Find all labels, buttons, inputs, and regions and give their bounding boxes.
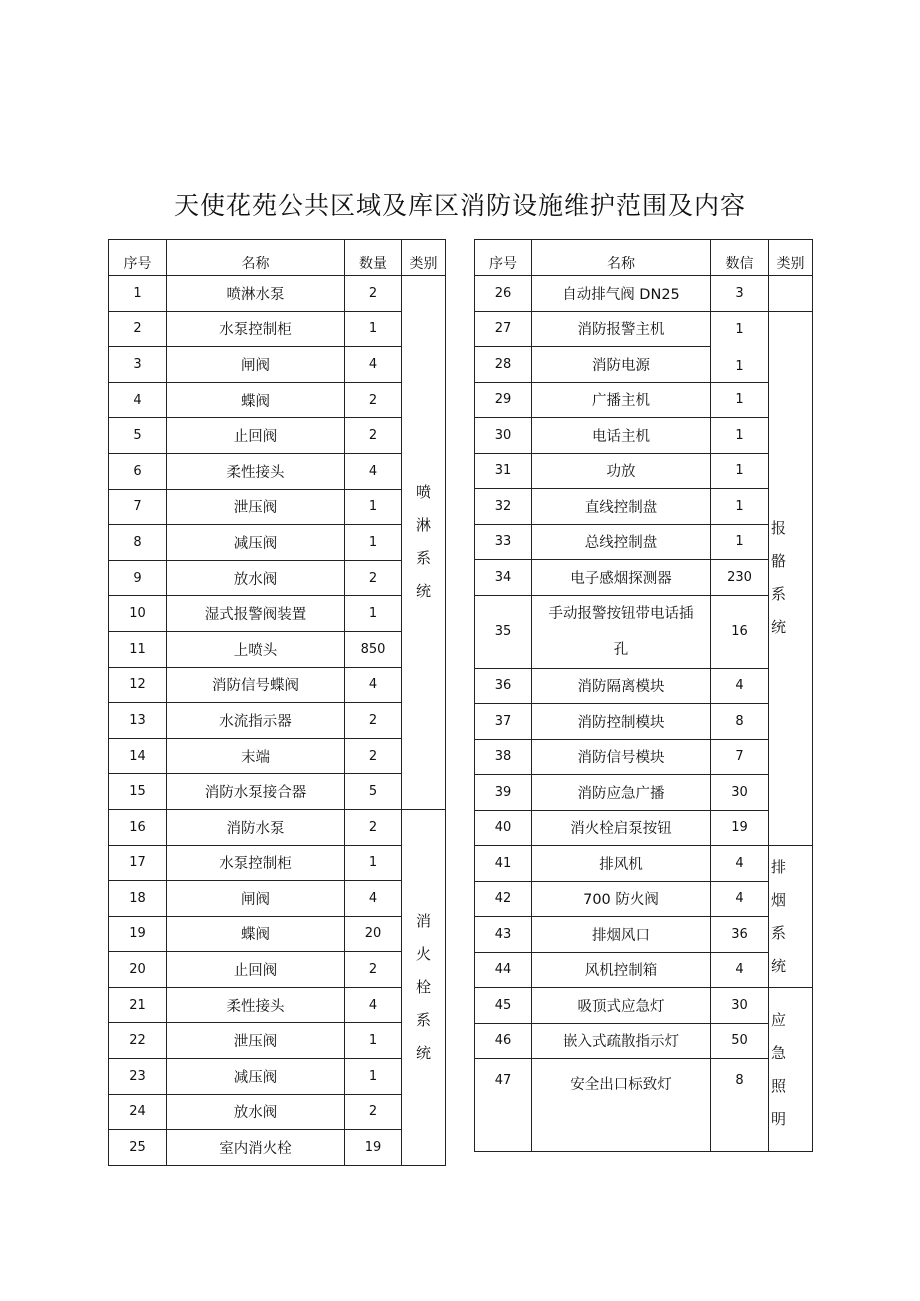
table-row	[475, 952, 813, 988]
row-name: 消防水泵	[167, 809, 345, 845]
row-name: 消防控制模块	[532, 704, 711, 740]
table-row	[475, 489, 813, 525]
table-row	[109, 1059, 446, 1095]
row-qty: 4	[345, 881, 402, 917]
row-name: 消防报警主机	[532, 311, 711, 347]
row-qty: 2	[345, 1094, 402, 1130]
table-row	[109, 525, 446, 561]
row-name: 柔性接头	[167, 987, 345, 1023]
category-char: 消	[415, 911, 431, 930]
row-no: 32	[475, 489, 532, 525]
row-name: 消防应急广播	[532, 775, 711, 811]
table-row	[109, 596, 446, 632]
table-row	[109, 667, 446, 703]
row-no: 39	[475, 775, 532, 811]
category-char: 统	[415, 1043, 431, 1062]
category-char: 统	[771, 618, 787, 637]
row-no: 15	[109, 774, 167, 810]
table-row	[109, 311, 446, 347]
row-name: 放水阀	[167, 560, 345, 596]
row-no: 43	[475, 917, 532, 953]
category-char: 统	[771, 956, 787, 975]
category-char: 骼	[771, 552, 787, 571]
row-qty: 19	[711, 810, 769, 846]
row-qty: 1	[345, 311, 402, 347]
table-row	[475, 881, 813, 917]
row-qty: 36	[711, 917, 769, 953]
row-qty: 1	[711, 382, 769, 418]
row-qty: 4	[711, 881, 769, 917]
table-row	[109, 489, 446, 525]
row-name: 泄压阀	[167, 1023, 345, 1059]
header-qty: 数量	[345, 240, 402, 276]
row-name: 排烟风口	[532, 917, 711, 953]
row-qty: 4	[345, 987, 402, 1023]
row-qty: 19	[345, 1130, 402, 1166]
row-no: 27	[475, 311, 532, 347]
row-name: 减压阀	[167, 525, 345, 561]
category-char: 急	[771, 1043, 787, 1062]
row-name: 柔性接头	[167, 453, 345, 489]
row-name: 蝶阀	[167, 382, 345, 418]
category-char: 照	[771, 1076, 787, 1095]
row-qty: 2	[345, 809, 402, 845]
row-name: 喷淋水泵	[167, 276, 345, 312]
category-char: 排	[771, 857, 787, 876]
row-name: 直线控制盘	[532, 489, 711, 525]
table-row	[475, 595, 813, 668]
row-no: 44	[475, 952, 532, 988]
category-alarm-system	[769, 311, 813, 846]
row-qty: 4	[345, 453, 402, 489]
row-no: 10	[109, 596, 167, 632]
table-row	[475, 1023, 813, 1059]
row-qty: 5	[345, 774, 402, 810]
header-name: 名称	[532, 240, 711, 276]
row-name: 减压阀	[167, 1059, 345, 1095]
table-row	[475, 739, 813, 775]
table-row	[109, 881, 446, 917]
row-qty: 4	[711, 952, 769, 988]
row-qty: 2	[345, 382, 402, 418]
table-row	[109, 703, 446, 739]
row-no: 24	[109, 1094, 167, 1130]
row-qty: 4	[345, 667, 402, 703]
category-sprinkler-system	[402, 276, 446, 810]
row-no: 37	[475, 704, 532, 740]
row-no: 7	[109, 489, 167, 525]
right-equipment-table	[474, 239, 813, 1152]
row-qty: 2	[345, 952, 402, 988]
row-qty: 4	[711, 846, 769, 882]
category-char: 统	[415, 582, 431, 601]
table-row	[475, 1059, 813, 1152]
table-row	[109, 418, 446, 454]
row-name: 消防电源	[532, 347, 711, 383]
row-name: 水流指示器	[167, 703, 345, 739]
row-no: 36	[475, 668, 532, 704]
row-no: 17	[109, 845, 167, 881]
row-no: 11	[109, 631, 167, 667]
table-row	[475, 988, 813, 1024]
row-qty: 3	[711, 276, 769, 312]
row-no: 47	[475, 1059, 532, 1152]
row-qty: 1	[711, 524, 769, 560]
row-qty: 1	[735, 321, 744, 337]
row-name: 安全出口标致灯	[532, 1059, 711, 1152]
category-char: 系	[771, 585, 787, 604]
row-no: 38	[475, 739, 532, 775]
row-qty: 30	[711, 775, 769, 811]
row-no: 2	[109, 311, 167, 347]
row-name: 末端	[167, 738, 345, 774]
row-no: 25	[109, 1130, 167, 1166]
row-name: 消防信号蝶阀	[167, 667, 345, 703]
row-qty: 30	[711, 988, 769, 1024]
row-name: 闸阀	[167, 881, 345, 917]
table-row	[475, 453, 813, 489]
table-row	[109, 1130, 446, 1166]
row-name	[532, 595, 711, 668]
header-qty: 数信	[711, 240, 769, 276]
row-name: 广播主机	[532, 382, 711, 418]
row-qty: 1	[345, 596, 402, 632]
table-row	[475, 524, 813, 560]
header-name: 名称	[167, 240, 345, 276]
row-qty: 1	[345, 1023, 402, 1059]
row-no: 18	[109, 881, 167, 917]
table-row	[109, 276, 446, 312]
category-char: 栓	[415, 977, 431, 996]
table-row	[475, 917, 813, 953]
category-char: 喷	[415, 483, 431, 502]
category-char: 系	[415, 549, 431, 568]
table-row	[475, 846, 813, 882]
category-char: 报	[771, 519, 787, 538]
row-name: 排风机	[532, 846, 711, 882]
category-char: 烟	[771, 890, 787, 909]
row-no: 22	[109, 1023, 167, 1059]
table-row	[109, 1094, 446, 1130]
category-emergency-lighting	[769, 988, 813, 1152]
row-no: 45	[475, 988, 532, 1024]
row-qty: 4	[711, 668, 769, 704]
row-no: 20	[109, 952, 167, 988]
row-no: 6	[109, 453, 167, 489]
row-qty: 1	[345, 489, 402, 525]
header-category: 类别	[769, 240, 813, 276]
row-no: 13	[109, 703, 167, 739]
row-no: 21	[109, 987, 167, 1023]
row-no: 30	[475, 418, 532, 454]
row-name: 湿式报警阀装置	[167, 596, 345, 632]
row-name: 自动排气阀 DN25	[532, 276, 711, 312]
row-no: 46	[475, 1023, 532, 1059]
row-no: 31	[475, 453, 532, 489]
table-row	[109, 916, 446, 952]
table-row	[109, 453, 446, 489]
table-row	[109, 809, 446, 845]
row-qty: 1	[345, 1059, 402, 1095]
row-no: 34	[475, 560, 532, 596]
header-category: 类别	[402, 240, 446, 276]
row-no: 35	[475, 595, 532, 668]
row-name: 放水阀	[167, 1094, 345, 1130]
table-row	[475, 775, 813, 811]
row-no: 12	[109, 667, 167, 703]
row-category-empty	[769, 276, 813, 312]
row-no: 23	[109, 1059, 167, 1095]
row-name-line2: 孔	[613, 641, 629, 658]
category-char: 系	[415, 1010, 431, 1029]
row-name: 电子感烟探测器	[532, 560, 711, 596]
page-title: 天使花苑公共区域及库区消防设施维护范围及内容	[173, 191, 746, 220]
table-row	[475, 276, 813, 312]
row-name: 闸阀	[167, 347, 345, 383]
table-header-row	[475, 240, 813, 276]
row-name: 水泵控制柜	[167, 311, 345, 347]
table-row	[475, 418, 813, 454]
category-char: 淋	[415, 516, 431, 535]
row-name: 室内消火栓	[167, 1130, 345, 1166]
table-row	[475, 704, 813, 740]
table-row	[475, 668, 813, 704]
row-qty: 16	[711, 595, 769, 668]
table-row	[109, 347, 446, 383]
row-no: 8	[109, 525, 167, 561]
row-name: 水泵控制柜	[167, 845, 345, 881]
row-no: 40	[475, 810, 532, 846]
table-row	[109, 774, 446, 810]
row-qty: 2	[345, 703, 402, 739]
table-row	[475, 810, 813, 846]
category-hydrant-system	[402, 809, 446, 1165]
row-qty: 2	[345, 418, 402, 454]
table-row	[109, 631, 446, 667]
row-no: 42	[475, 881, 532, 917]
category-char: 应	[771, 1010, 787, 1029]
row-name: 电话主机	[532, 418, 711, 454]
row-no: 5	[109, 418, 167, 454]
category-smoke-exhaust-system	[769, 846, 813, 988]
category-char: 系	[771, 923, 787, 942]
row-qty: 2	[345, 738, 402, 774]
row-qty: 2	[345, 560, 402, 596]
table-row	[475, 311, 813, 347]
row-name: 功放	[532, 453, 711, 489]
row-qty: 8	[711, 1059, 769, 1152]
table-header-row	[109, 240, 446, 276]
row-no: 19	[109, 916, 167, 952]
row-qty: 1	[345, 525, 402, 561]
row-name: 消防信号模块	[532, 739, 711, 775]
row-qty: 230	[711, 560, 769, 596]
row-name: 上喷头	[167, 631, 345, 667]
table-row	[109, 738, 446, 774]
row-qty: 8	[711, 704, 769, 740]
row-qty: 1	[711, 418, 769, 454]
row-qty: 1	[711, 453, 769, 489]
row-qty: 2	[345, 276, 402, 312]
category-char: 火	[415, 944, 431, 963]
row-qty: 1	[711, 489, 769, 525]
row-no: 3	[109, 347, 167, 383]
row-no: 14	[109, 738, 167, 774]
row-no: 29	[475, 382, 532, 418]
row-no: 33	[475, 524, 532, 560]
row-name-line1: 手动报警按钮带电话插	[548, 605, 694, 622]
table-row	[475, 560, 813, 596]
row-qty: 7	[711, 739, 769, 775]
table-row	[109, 845, 446, 881]
table-row	[109, 560, 446, 596]
header-no: 序号	[475, 240, 532, 276]
row-name: 700 防火阀	[532, 881, 711, 917]
row-qty: 850	[345, 631, 402, 667]
row-qty-merged	[711, 311, 769, 382]
row-name: 消防隔离模块	[532, 668, 711, 704]
row-qty: 20	[345, 916, 402, 952]
left-equipment-table	[108, 239, 446, 1166]
row-no: 16	[109, 809, 167, 845]
table-row	[109, 1023, 446, 1059]
table-row	[109, 382, 446, 418]
row-qty: 1	[735, 358, 744, 374]
row-name: 泄压阀	[167, 489, 345, 525]
table-row	[109, 952, 446, 988]
row-name: 风机控制箱	[532, 952, 711, 988]
row-qty: 4	[345, 347, 402, 383]
row-no: 9	[109, 560, 167, 596]
row-no: 4	[109, 382, 167, 418]
row-name: 止回阀	[167, 952, 345, 988]
table-row	[475, 382, 813, 418]
row-no: 26	[475, 276, 532, 312]
row-no: 41	[475, 846, 532, 882]
row-name: 总线控制盘	[532, 524, 711, 560]
row-name: 吸顶式应急灯	[532, 988, 711, 1024]
row-name: 止回阀	[167, 418, 345, 454]
row-no: 1	[109, 276, 167, 312]
row-name: 蝶阀	[167, 916, 345, 952]
row-name: 消防水泵接合器	[167, 774, 345, 810]
row-name: 嵌入式疏散指示灯	[532, 1023, 711, 1059]
category-char: 明	[771, 1109, 787, 1128]
row-qty: 50	[711, 1023, 769, 1059]
row-name: 消火栓启泵按钮	[532, 810, 711, 846]
row-no: 28	[475, 347, 532, 383]
table-row	[109, 987, 446, 1023]
header-no: 序号	[109, 240, 167, 276]
row-qty: 1	[345, 845, 402, 881]
